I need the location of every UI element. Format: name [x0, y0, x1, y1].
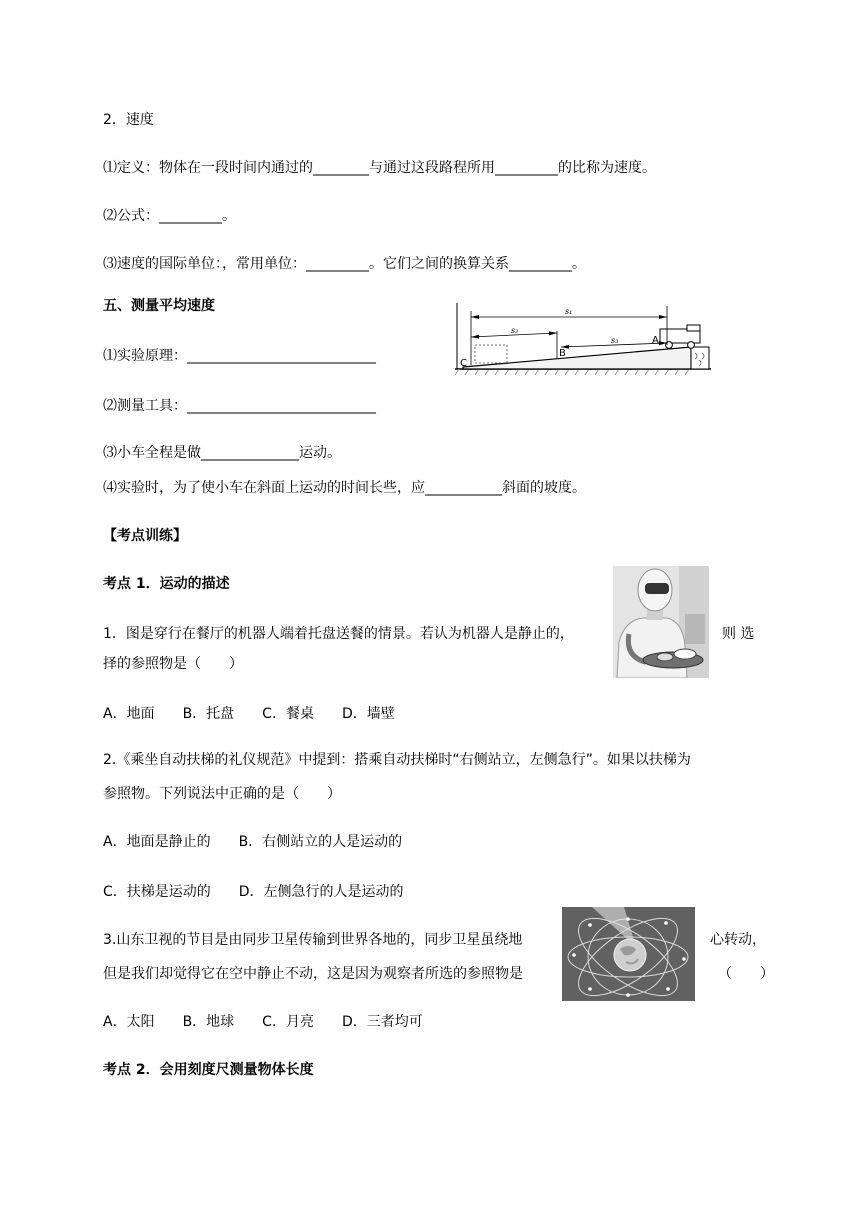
- training-heading: 【考点训练】: [103, 528, 187, 544]
- question-2-options-row-1: A．地面是静止的 B．右侧站立的人是运动的: [103, 834, 403, 850]
- question-2-options-row-2: C．扶梯是运动的 D．左侧急行的人是运动的: [103, 884, 404, 900]
- speed-definition: ⑴定义：物体在一段时间内通过的________与通过这段路程所用_________的比称为速度。: [103, 160, 656, 176]
- label-b: B: [559, 348, 566, 359]
- section-speed-heading: 2．速度: [103, 112, 154, 128]
- label-s2: s₂: [511, 326, 519, 335]
- label-s3: s₃: [611, 336, 619, 345]
- measure-motion: ⑶小车全程是做______________运动。: [103, 445, 341, 461]
- section-measure-heading: 五、测量平均速度: [103, 298, 215, 314]
- measure-principle: ⑴实验原理：___________________________: [103, 348, 376, 364]
- label-a: A: [652, 335, 659, 346]
- question-1-text-continued: 则 选: [722, 626, 755, 642]
- question-1-text: 1．图是穿行在餐厅的机器人端着托盘送餐的情景。若认为机器人是静止的，: [103, 626, 574, 642]
- exam-point-1-title: 考点 1．运动的描述: [103, 576, 230, 592]
- question-2-line-2: 参照物。下列说法中正确的是（ ）: [103, 786, 341, 802]
- measure-tools: ⑵测量工具：___________________________: [103, 398, 376, 414]
- speed-formula: ⑵公式：_________。: [103, 208, 236, 224]
- exam-point-2-title: 考点 2．会用刻度尺测量物体长度: [103, 1062, 314, 1078]
- measure-slope: ⑷实验时，为了使小车在斜面上运动的时间长些，应___________斜面的坡度。: [103, 480, 586, 496]
- restaurant-robot-image: [613, 566, 709, 678]
- question-3-answer-bracket: （ ）: [718, 966, 774, 982]
- speed-unit: ⑶速度的国际单位：，常用单位：_________。它们之间的换算关系_________。: [103, 256, 586, 272]
- label-c: C: [460, 358, 467, 369]
- incline-experiment-figure: [455, 303, 711, 379]
- question-1-options: A．地面 B．托盘 C．餐桌 D．墙壁: [103, 706, 395, 722]
- question-3-text: 3.山东卫视的节目是由同步卫星传输到世界各地的，同步卫星虽绕地: [103, 932, 523, 948]
- question-3-options: A．太阳 B．地球 C．月亮 D．三者均可: [103, 1014, 423, 1030]
- question-2-line-1: 2.《乘坐自动扶梯的礼仪规范》中提到：搭乘自动扶梯时“右侧站立，左侧急行”。如果以扶梯为: [103, 752, 691, 768]
- satellite-orbit-image: [562, 907, 695, 1001]
- question-3-text-continued: 心转动，: [710, 932, 766, 948]
- question-3-text-line-2: 但是我们却觉得它在空中静止不动，这是因为观察者所选的参照物是: [103, 966, 523, 982]
- label-s1: s₁: [565, 307, 573, 316]
- question-1-text-end: 择的参照物是（ ）: [103, 656, 243, 672]
